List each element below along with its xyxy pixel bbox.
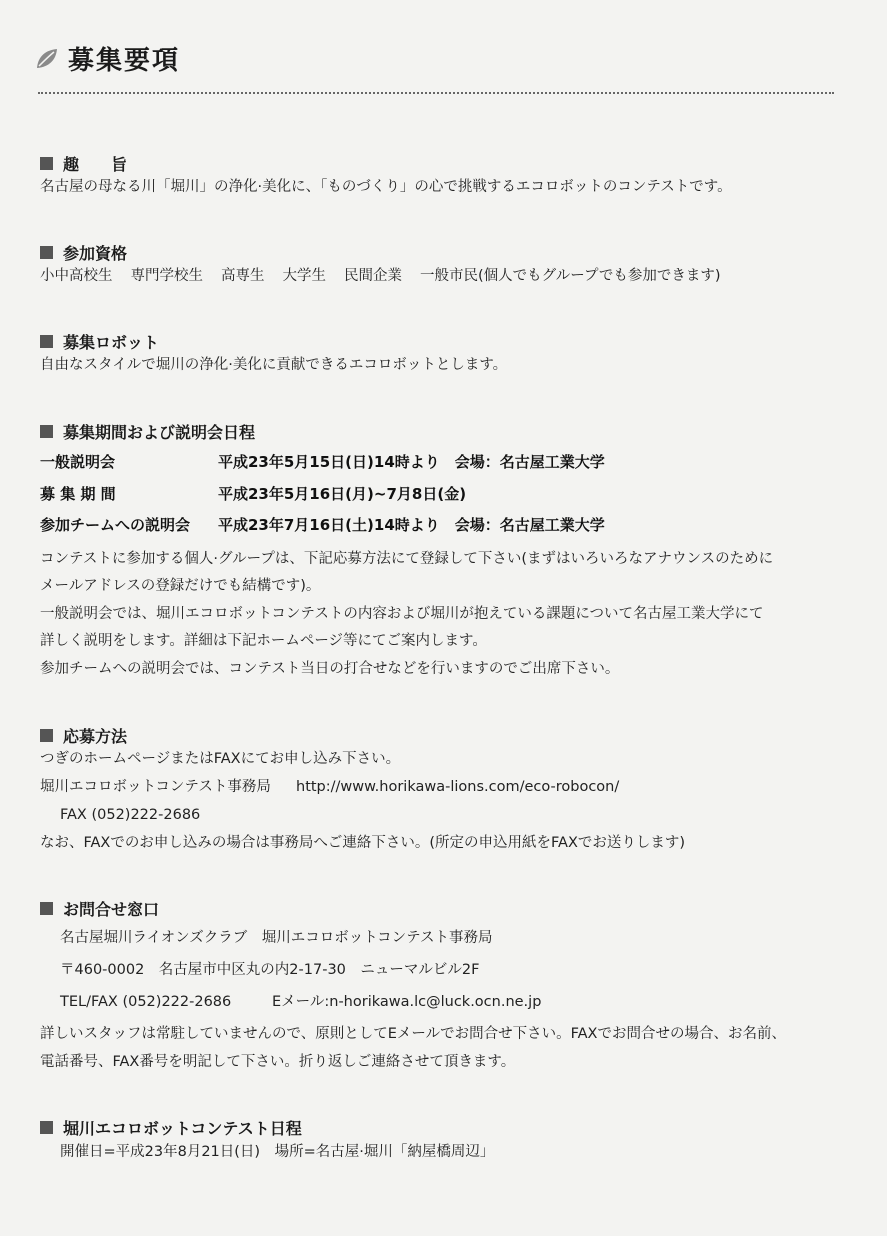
section-heading-event [40,1116,302,1139]
dotted-divider [38,92,834,94]
robots-text: 自由なスタイルで堀川の浄化·美化に貢献できるエコロボットとします。 [40,357,508,373]
section-heading-text: 趣 旨 [63,155,128,174]
schedule-row-label: 一般説明会 [40,453,116,471]
schedule-note: コンテストに参加する個人·グループは、下記応募方法にて登録して下さい(まずはいろいろなアナウンスのために [40,551,774,567]
contact-address: 〒460-0002 名古屋市中区丸の内2-17-30 ニューマルビル2F [60,962,480,978]
eligibility-item: 大学生 [282,268,326,284]
section-heading-text: 応募方法 [63,727,128,746]
schedule-row-label: 募 集 期 間 [40,485,116,503]
apply-office: 堀川エコロボットコンテスト事務局 [40,779,271,795]
schedule-row-value: 平成23年5月16日(月)~7月8日(金) [218,485,467,503]
section-heading-text: 募集期間および説明会日程 [63,423,256,442]
section-heading-contact [40,897,159,920]
section-heading-text: 募集ロボット [63,333,160,352]
eligibility-list [40,269,721,284]
section-heading-text: 参加資格 [63,244,128,263]
contact-org: 名古屋堀川ライオンズクラブ 堀川エコロボットコンテスト事務局 [60,930,493,946]
square-bullet-icon [40,729,53,742]
apply-url-link[interactable]: http://www.horikawa-lions.com/eco-robocon/ [296,779,620,795]
purpose-text: 名古屋の母なる川「堀川」の浄化·美化に、「ものづくり」の心で挑戦するエコロボットのコンテストです。 [40,179,732,195]
section-heading-purpose [40,152,127,175]
eligibility-item: 一般市民(個人でもグループでも参加できます) [420,268,721,284]
schedule-row-label: 参加チームへの説明会 [40,516,191,534]
section-heading-text: 堀川エコロボットコンテスト日程 [63,1119,302,1138]
title-row [34,40,180,77]
schedule-note: 詳しく説明をします。詳細は下記ホームページ等にてご案内します。 [40,633,487,649]
schedule-row-value: 平成23年5月15日(日)14時より 会場：名古屋工業大学 [218,453,605,471]
eligibility-item: 高専生 [221,268,265,284]
event-text: 開催日=平成23年8月21日(日) 場所=名古屋·堀川「納屋橋周辺」 [60,1144,495,1160]
schedule-note: メールアドレスの登録だけでも結構です)。 [40,578,321,594]
page-title: 募集要項 [68,46,181,76]
eligibility-item: 民間企業 [344,268,402,284]
square-bullet-icon [40,425,53,438]
square-bullet-icon [40,902,53,915]
section-heading-robots [40,330,159,353]
eligibility-item: 小中高校生 [40,268,113,284]
apply-intro: つぎのホームページまたはFAXにてお申し込み下さい。 [40,751,401,767]
schedule-row-value: 平成23年7月16日(土)14時より 会場：名古屋工業大学 [218,516,605,534]
contact-telfax: TEL/FAX (052)222-2686 [60,994,232,1010]
square-bullet-icon [40,246,53,259]
schedule-note: 参加チームへの説明会では、コンテスト当日の打合せなどを行いますのでご出席下さい。 [40,661,620,677]
leaf-icon [34,46,60,72]
section-heading-apply [40,724,127,747]
square-bullet-icon [40,335,53,348]
schedule-note: 一般説明会では、堀川エコロボットコンテストの内容および堀川が抱えている課題について名古屋工業大学にて [40,606,764,622]
contact-email-link[interactable]: Eメール:n-horikawa.lc@luck.ocn.ne.jp [272,994,542,1010]
square-bullet-icon [40,157,53,170]
eligibility-item: 専門学校生 [130,268,203,284]
section-heading-text: お問合せ窓口 [63,900,160,919]
contact-note: 電話番号、FAX番号を明記して下さい。折り返しご連絡させて頂きます。 [40,1054,516,1070]
section-heading-schedule [40,420,255,443]
contact-note: 詳しいスタッフは常駐していませんので、原則としてEメールでお問合せ下さい。FAXでお問合せの場合、お名前、 [40,1026,786,1042]
square-bullet-icon [40,1121,53,1134]
section-heading-eligibility [40,241,127,264]
apply-fax: FAX (052)222-2686 [60,807,201,823]
apply-note: なお、FAXでのお申し込みの場合は事務局へご連絡下さい。(所定の申込用紙をFAXでお送りします) [40,835,686,851]
